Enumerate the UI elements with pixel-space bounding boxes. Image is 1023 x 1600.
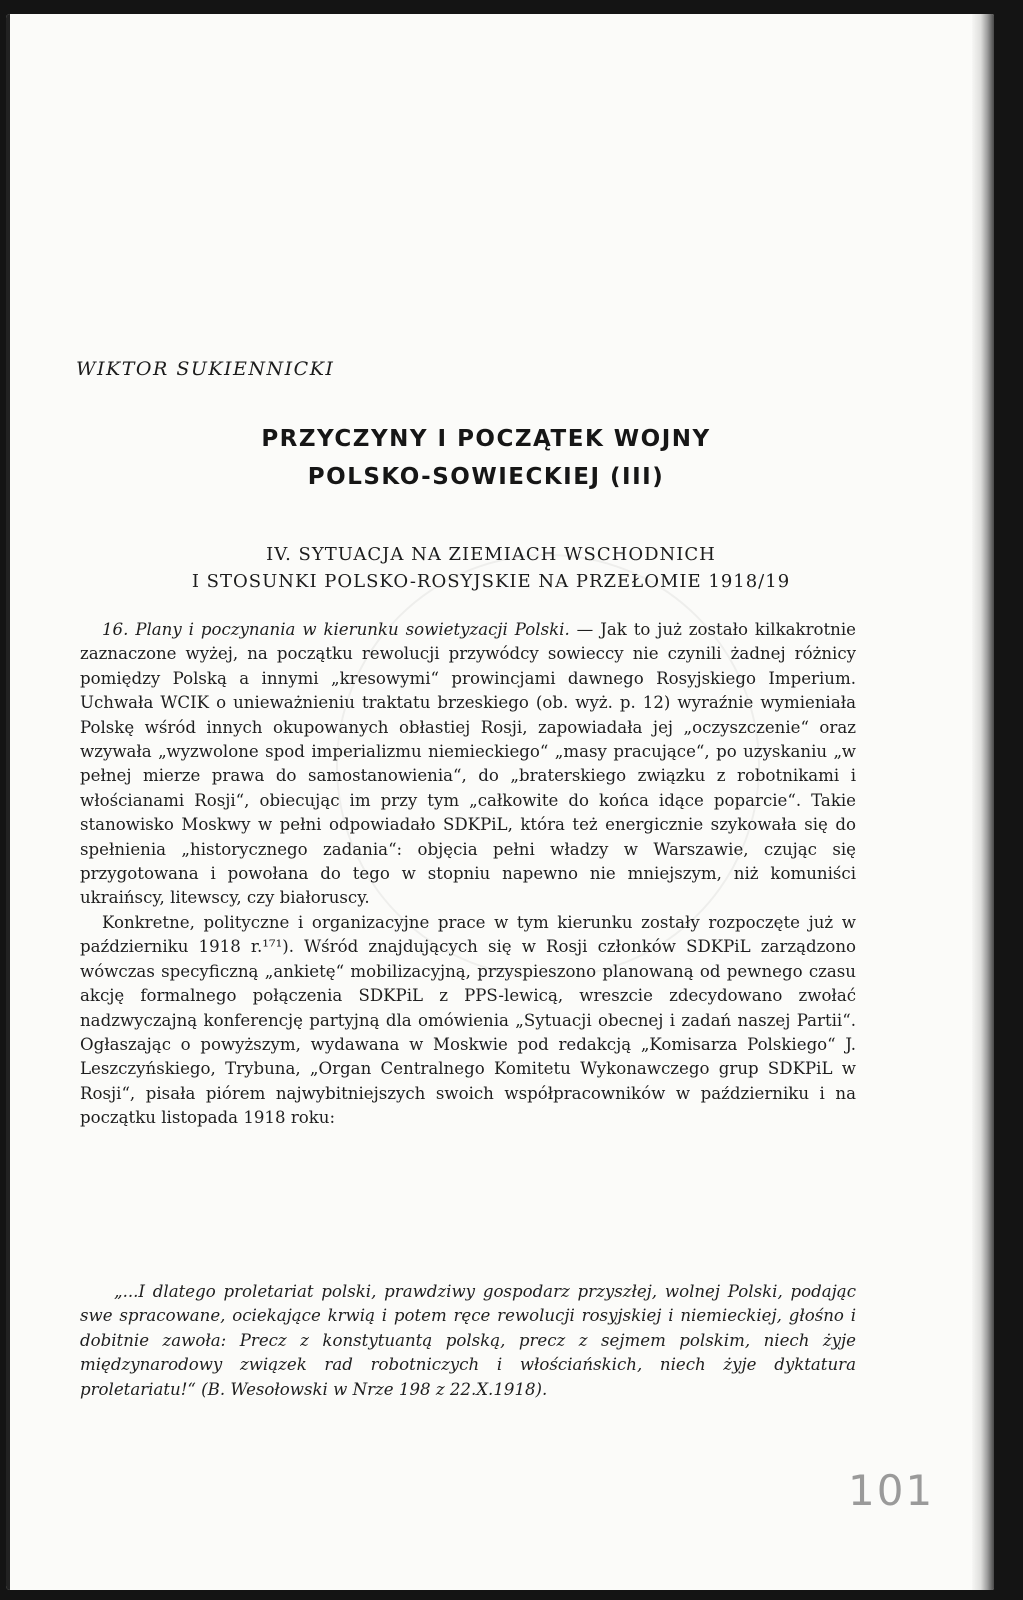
paragraph-2: Konkretne, polityczne i organizacyjne prace w tym kierunku zostały rozpoczęte już w październiku 1918 r.¹⁷¹). Wśród znajdujących się w Rosji członków SDKPiL zarządzono wówczas specyficzną „ankietę“ mobilizacyjną, przyspieszono planowaną od pewnego czasu akcję formalnego połączenia SDKPiL z PPS-lewicą, wreszcie zdecydowano zwołać nadzwyczajną konferencję partyjną dla omówienia „Sytuacji obecnej i zadań naszej Partii“. Ogłaszając o powyższym, wydawana w Moskwie pod redakcją „Komisarza Polskiego“ J. Leszczyńskiego, Trybuna, „Organ Centralnego Komitetu Wykonawczego grup SDKPiL w Rosji“, pisała piórem najwybitniejszych swoich współpracowników w październiku i na początku listopada 1918 roku: [80,912,856,1128]
paragraph-1 [80,618,856,911]
body-text [80,618,856,1131]
article-title-line-2: POLSKO-SOWIECKIEJ (III) [307,464,665,490]
page-right-edge [972,14,994,1590]
paragraph-1-text: — Jak to już zostało kilkakrotnie zaznaczone wyżej, na początku rewolucji przywódcy sowieccy nie czynili żadnej różnicy pomiędzy Polską a innymi „kresowymi“ prowincjami dawnego Rosyjskiego Imperium. Uchwała WCIK o unieważnieniu traktatu brzeskiego (ob. wyż. p. 12) wyraźnie wymieniała Polskę wśród innych okupowanych obłastiej Rosji, zapowiadała jej „oczyszczenie“ oraz wzywała „wyzwolone spod imperializmu niemieckiego“ „masy pracujące“, po uzyskaniu „w pełnej mierze prawa do samostanowienia“, do „braterskiego związku z robotnikami i włościanami Rosji“, obiecując im przy tym „całkowite do końca idące poparcie“. Takie stanowisko Moskwy w pełni odpowiadało SDKPiL, która też energicznie szykowała się do spełnienia „historycznego zadania“: objęcia pełni władzy w Warszawie, czując się przygotowana i powołana do tego w stopniu napewno nie mniejszym, niż komuniści ukraińscy, litewscy, czy białoruscy. [80,620,856,908]
page-left-edge [6,14,10,1590]
article-title-line-1: PRZYCZYNY I POCZĄTEK WOJNY [261,426,711,452]
author-name: WIKTOR SUKIENNICKI [76,358,335,380]
section-heading-line-1: IV. SYTUACJA NA ZIEMIACH WSCHODNICH [266,544,716,565]
block-quote: „...I dlatego proletariat polski, prawdziwy gospodarz przyszłej, wolnej Polski, podając swe spracowane, ociekające krwią i potem ręce rewolucji rosyjskiej i niemieckiej, głośno i dobitnie zawoła: Precz z konstytuantą polską, precz z sejmem polskim, niech żyje międzynarodowy związek rad robotniczych i włościańskich, niech żyje dyktatura proletariatu!“ (B. Wesołowski w Nrze 198 z 22.X.1918). [80,1282,856,1399]
subsection-heading: 16. Plany i poczynania w kierunku sowietyzacji Polski. [102,620,570,639]
section-heading-line-2: I STOSUNKI POLSKO-ROSYJSKIE NA PRZEŁOMIE 1918/19 [191,571,791,592]
page-number: 101 [848,1466,935,1515]
document-page [6,14,994,1590]
